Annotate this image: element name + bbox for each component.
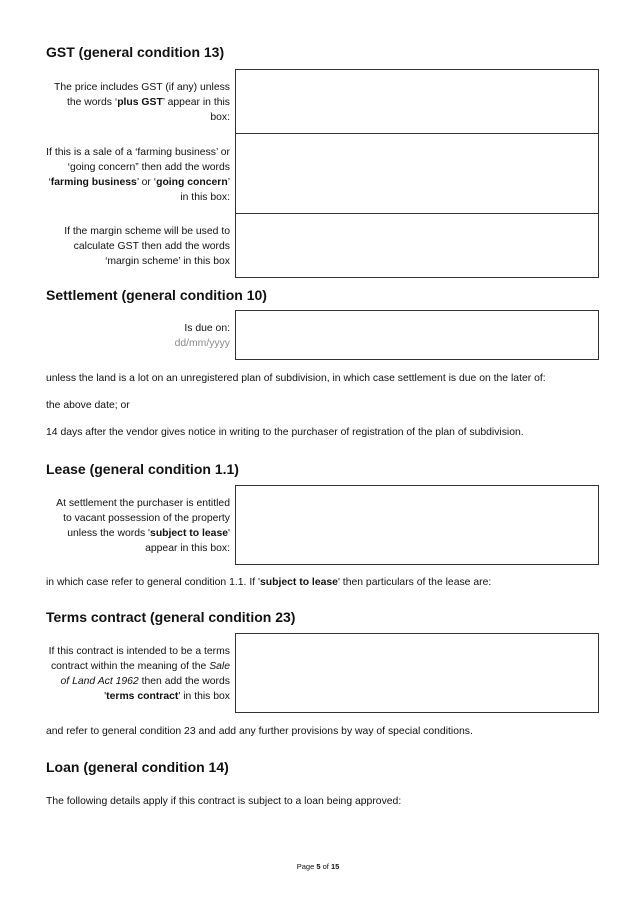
gst-farming-business-box[interactable] [235,133,599,214]
settlement-heading: Settlement (general condition 10) [46,287,267,303]
gst-plus-gst-label: The price includes GST (if any) unless the words ‘plus GST’ appear in this box: [54,82,230,123]
gst-heading: GST (general condition 13) [46,44,225,60]
gst-margin-scheme-label: If the margin scheme will be used to calculate GST then add the words ‘margin scheme’ in this box [64,226,230,267]
terms-para: and refer to general condition 23 and add any further provisions by way of special conditions. [46,726,473,737]
settlement-para-2: the above date; or [46,400,130,411]
lease-para: in which case refer to general condition 1.1. If 'subject to lease' then particulars of the lease are: [46,577,492,588]
loan-heading: Loan (general condition 14) [46,759,229,775]
gst-farming-business-label: If this is a sale of a ‘farming business’ or ‘going concern” then add the words ‘farming business’ or ‘going concern’ in this box: [46,147,230,203]
page-number: Page 5 of 15 [296,862,340,871]
settlement-para-3: 14 days after the vendor gives notice in writing to the purchaser of registration of the plan of subdivision. [46,427,524,438]
terms-heading: Terms contract (general condition 23) [46,609,296,625]
settlement-para-1: unless the land is a lot on an unregistered plan of subdivision, in which case settlement is due on the later of: [46,373,546,384]
lease-label: At settlement the purchaser is entitled to vacant possession of the property unless the words 'subject to lease' appear in this box: [56,498,230,554]
settlement-date-placeholder: dd/mm/yyyy [174,338,230,349]
lease-box[interactable] [235,485,599,565]
settlement-due-label: Is due on: dd/mm/yyyy [46,321,230,351]
gst-plus-gst-box[interactable] [235,69,599,134]
gst-margin-scheme-box[interactable] [235,213,599,278]
terms-label: If this contract is intended to be a terms contract within the meaning of the Sale of Land Act 1962 then add the words 'terms contract' in this box [48,646,230,702]
terms-box[interactable] [235,633,599,713]
settlement-date-box[interactable] [235,310,599,360]
lease-heading: Lease (general condition 1.1) [46,461,239,477]
loan-para: The following details apply if this contract is subject to a loan being approved: [46,796,402,807]
